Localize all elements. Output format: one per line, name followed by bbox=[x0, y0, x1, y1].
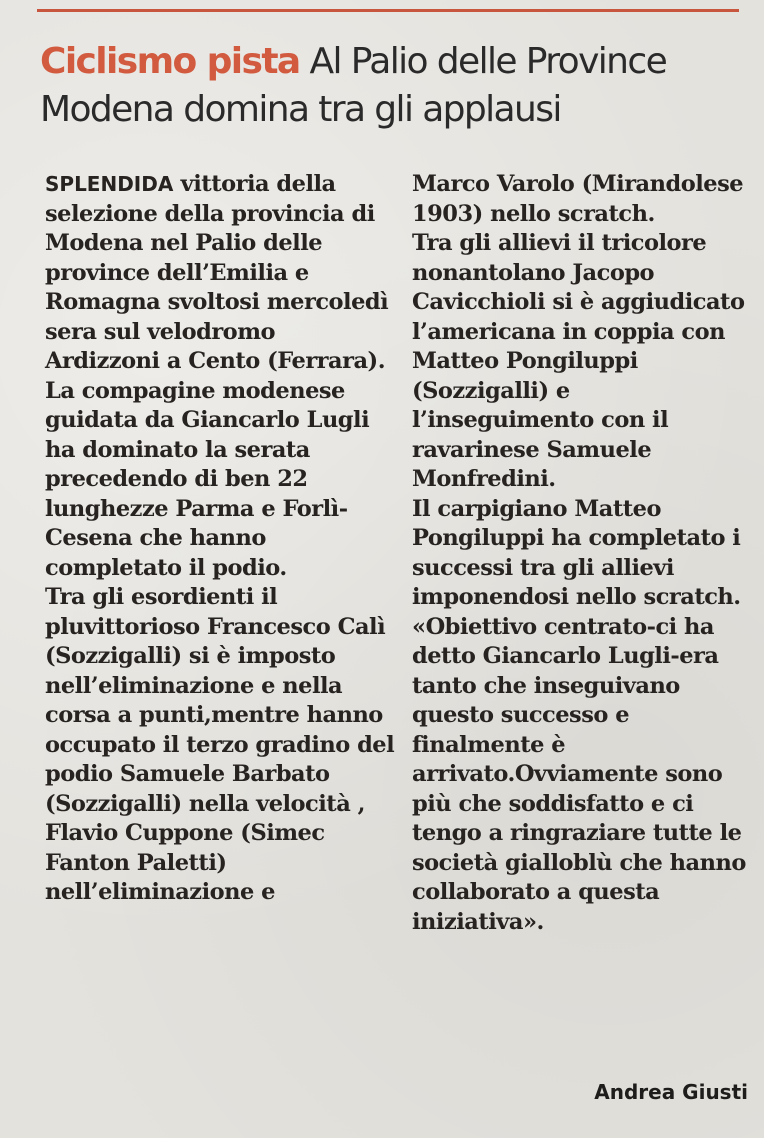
article-column-left bbox=[45, 170, 395, 908]
paragraph-3: Tra gli esordienti il pluvittorioso Francesco Calì (Sozzigalli) si è imposto nell’eliminazione e nella corsa a punti,mentre hanno occupato il terzo gradino del podio Samuele Barbato (Sozzigalli) nella velocità , Flavio Cuppone (Simec Fanton Paletti) nell’eliminazione e bbox=[45, 584, 395, 905]
paragraph-6: Il carpigiano Matteo Pongiluppi ha completato i successi tra gli allievi imponendosi nello scratch. bbox=[412, 495, 741, 610]
paragraph-7-quote: «Obiettivo centrato-ci ha detto Giancarlo Lugli-era tanto che inseguivano questo successo e finalmente è arrivato.Ovviamente sono più che soddisfatto e ci tengo a ringraziare tutte le società gialloblù che hanno collaborato a questa iniziativa». bbox=[412, 613, 746, 935]
headline-title: Al Palio delle Province Modena domina tra gli applausi bbox=[40, 41, 667, 130]
paragraph-5: Tra gli allievi il tricolore nonantolano Jacopo Cavicchioli si è aggiudicato l’americana in coppia con Matteo Pongiluppi (Sozzigalli) e l’inseguimento con il ravarinese Samuele Monfredini. bbox=[412, 230, 745, 492]
paragraph-4: Marco Varolo (Mirandolese 1903) nello scratch. bbox=[412, 171, 744, 227]
lead-word: SPLENDIDA bbox=[45, 172, 174, 196]
top-rule bbox=[37, 9, 739, 12]
byline: Andrea Giusti bbox=[594, 1080, 748, 1104]
paragraph-2: La compagine modenese guidata da Giancarlo Lugli ha dominato la serata precedendo di ben 22 lunghezze Parma e Forlì-Cesena che hanno completato il podio. bbox=[45, 377, 370, 581]
paragraph-1 bbox=[45, 170, 395, 377]
headline-kicker: Ciclismo pista bbox=[40, 41, 300, 82]
headline bbox=[40, 38, 750, 134]
paragraph-1-text: vittoria della selezione della provincia di Modena nel Palio delle province dell’Emilia e Romagna svoltosi mercoledì sera sul velodromo Ardizzoni a Cento (Ferrara). bbox=[45, 171, 389, 374]
article-column-right bbox=[412, 170, 757, 937]
